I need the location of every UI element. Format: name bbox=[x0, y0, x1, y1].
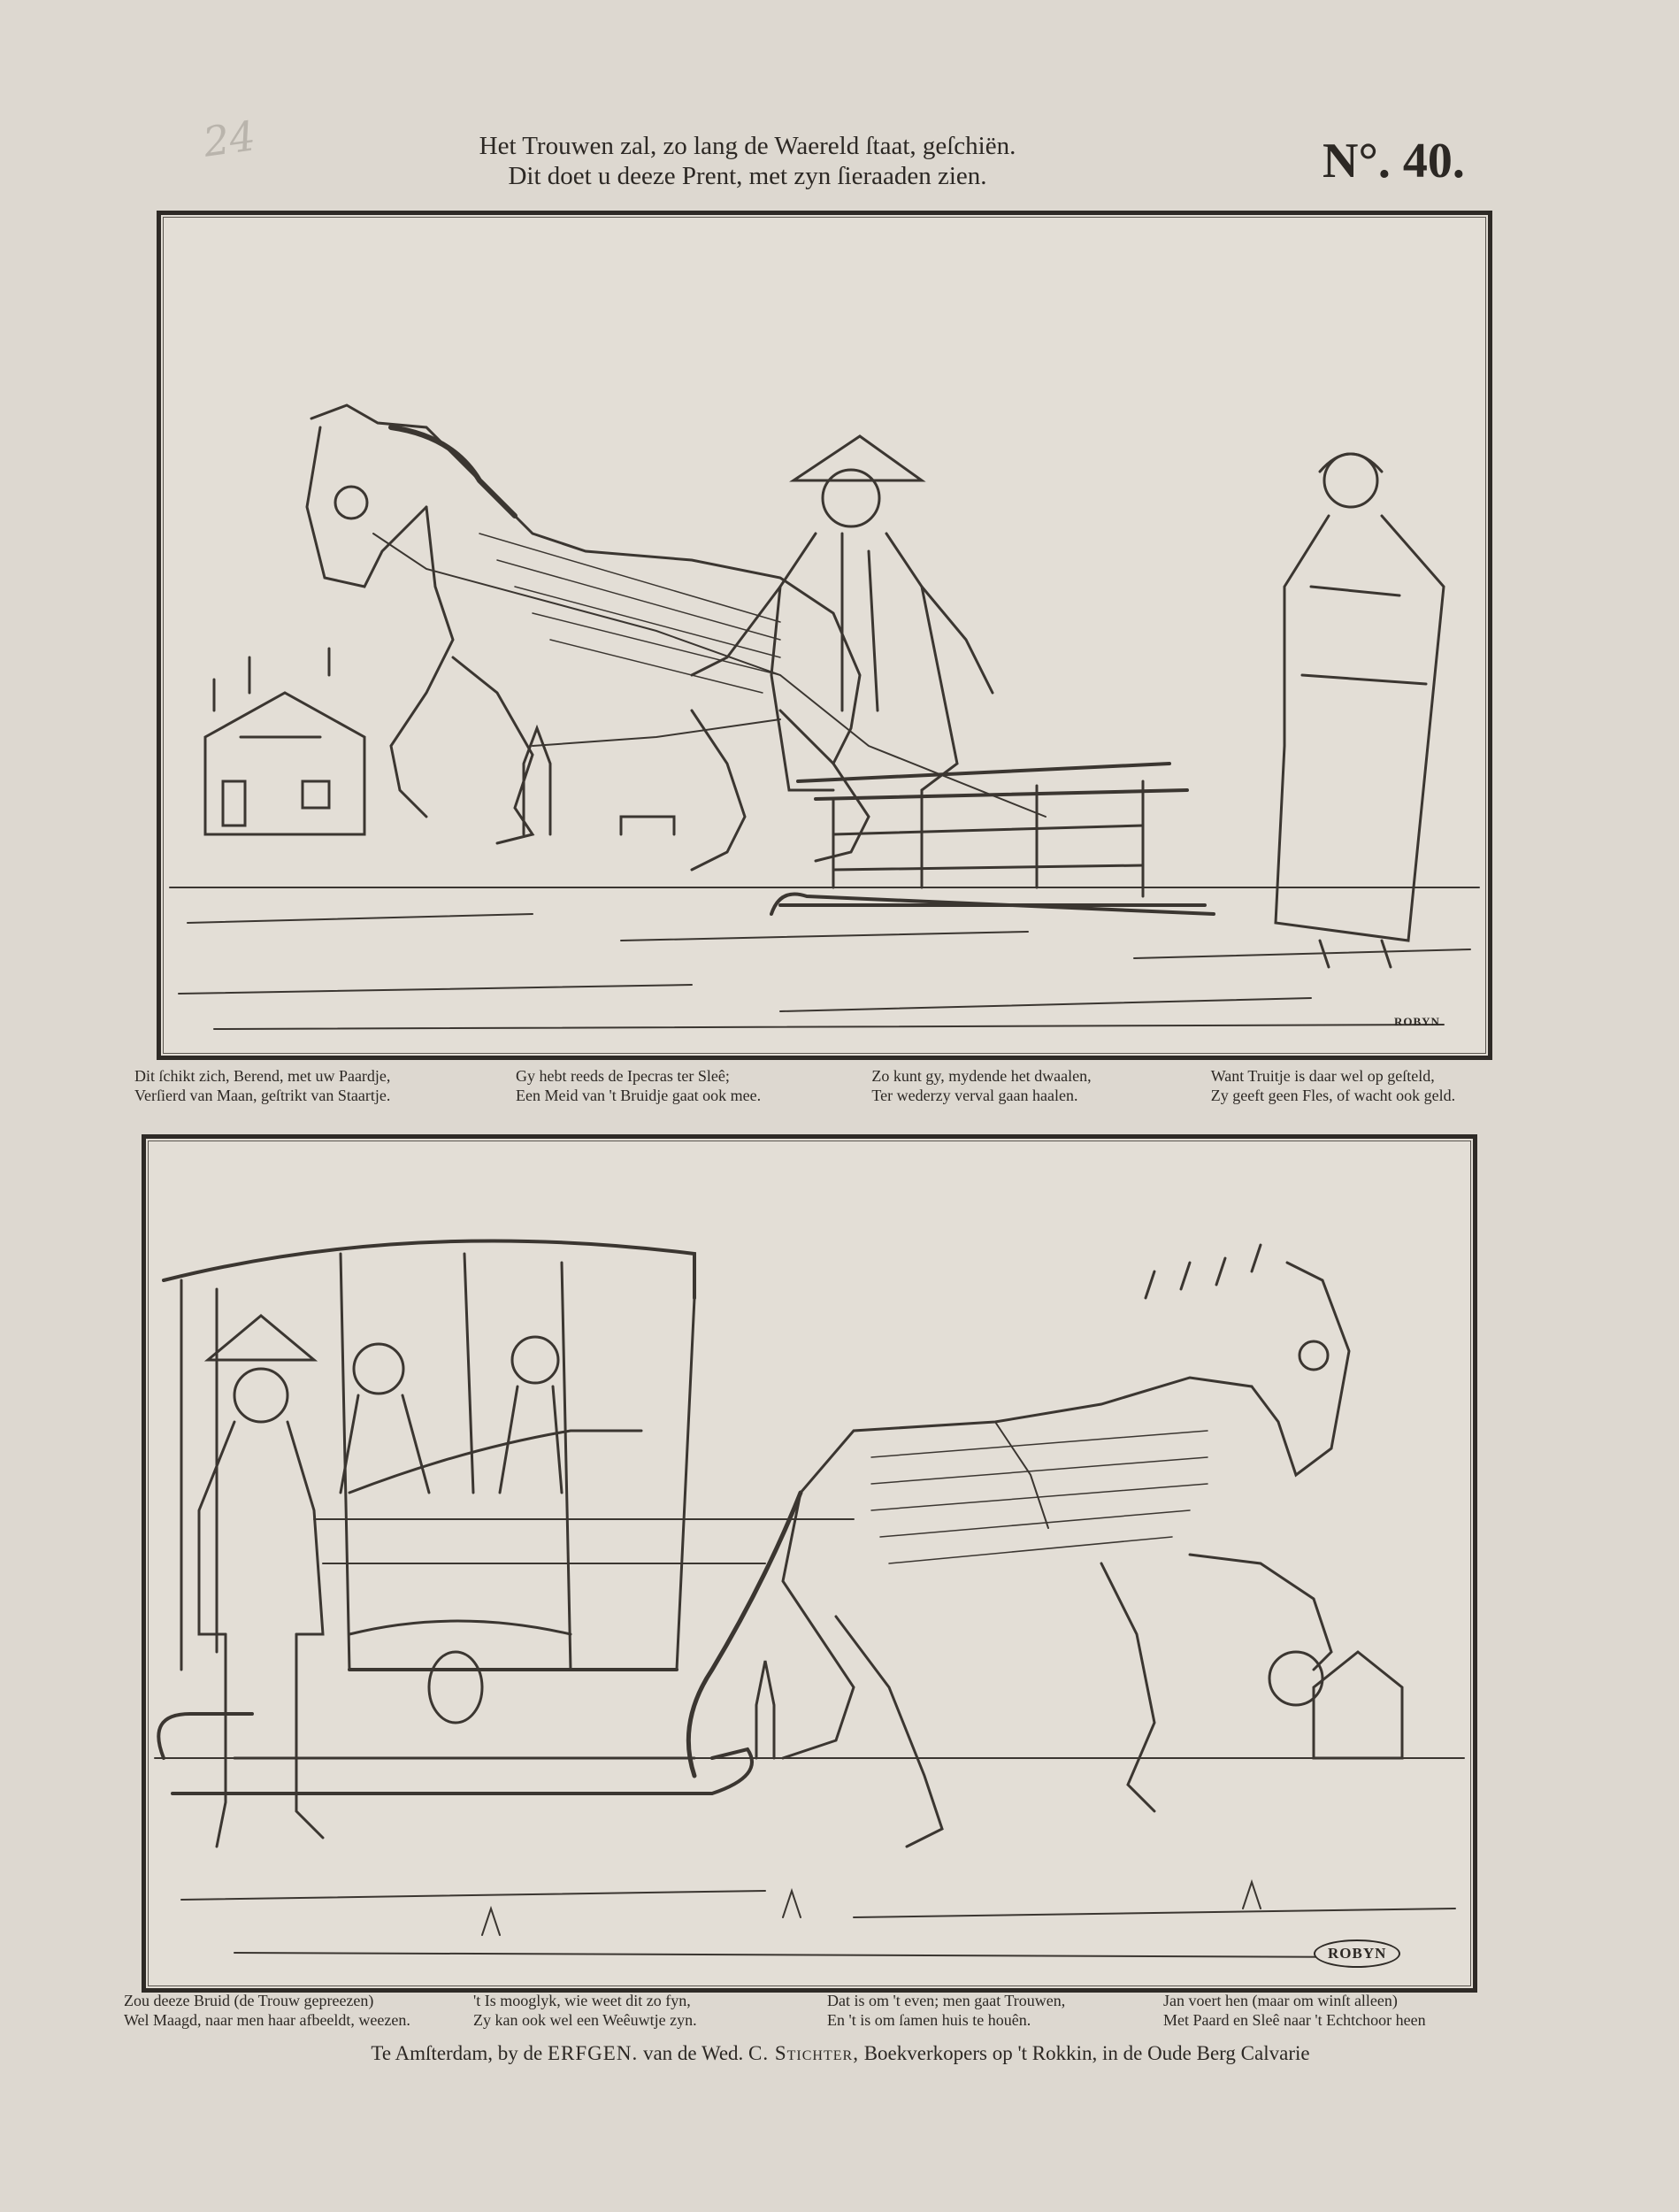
verse-line: En 't is om ſamen huis te houên. bbox=[827, 2011, 1031, 2029]
verse-line: Verſierd van Maan, geſtrikt van Staartje. bbox=[134, 1087, 391, 1104]
verse-line: Wel Maagd, naar men haar afbeeldt, weezen. bbox=[124, 2011, 410, 2029]
artist-signature-top: ROBYN bbox=[1394, 1015, 1440, 1028]
bottom-woodcut bbox=[142, 1134, 1477, 1993]
imprint-heirs: ERFGEN. bbox=[548, 2042, 639, 2064]
verse-2 bbox=[473, 1991, 809, 2030]
verse-line: Met Paard en Sleê naar 't Echtchoor heen bbox=[1163, 2011, 1426, 2029]
imprint-middle: van de Wed. bbox=[642, 2042, 744, 2064]
title-line-1: Het Trouwen zal, zo lang de Waereld ſtaat, geſchiën. bbox=[479, 132, 1016, 160]
sleigh-with-horse-illustration bbox=[161, 215, 1488, 1056]
verse-line: Ter wederzy verval gaan haalen. bbox=[871, 1087, 1078, 1104]
verse-1 bbox=[134, 1066, 480, 1105]
verse-1 bbox=[124, 1991, 456, 2030]
verse-4 bbox=[1163, 1991, 1499, 2030]
top-woodcut bbox=[157, 211, 1492, 1060]
verse-3 bbox=[871, 1066, 1175, 1105]
verse-line: Zou deeze Bruid (de Trouw gepreezen) bbox=[124, 1992, 374, 2009]
verse-line: Dat is om 't even; men gaat Trouwen, bbox=[827, 1992, 1066, 2009]
verse-line: Jan voert hen (maar om winſt alleen) bbox=[1163, 1992, 1398, 2009]
artist-signature-bottom: ROBYN bbox=[1314, 1939, 1400, 1968]
verse-line: Zy kan ook wel een Weêuwtje zyn. bbox=[473, 2011, 697, 2029]
top-verses bbox=[134, 1066, 1514, 1105]
sheet-number: N°. 40. bbox=[1322, 134, 1465, 188]
imprint-suffix: Boekverkopers op 't Rokkin, in de Oude Berg Calvarie bbox=[863, 2042, 1310, 2064]
verse-line: Dit ſchikt zich, Berend, met uw Paardje, bbox=[134, 1067, 391, 1085]
verse-3 bbox=[827, 1991, 1146, 2030]
verse-4 bbox=[1211, 1066, 1514, 1105]
verse-2 bbox=[516, 1066, 836, 1105]
imprint-publisher: C. Stichter, bbox=[748, 2042, 859, 2064]
imprint-prefix: Te Amſterdam, by de bbox=[371, 2042, 543, 2064]
verse-line: Zy geeft geen Fles, of wacht ook geld. bbox=[1210, 1087, 1456, 1104]
verse-line: Zo kunt gy, mydende het dwaalen, bbox=[871, 1067, 1092, 1085]
coach-sleigh-illustration bbox=[146, 1139, 1473, 1988]
verse-line: 't Is mooglyk, wie weet dit zo fyn, bbox=[473, 1992, 691, 2009]
sheet-title bbox=[265, 131, 1230, 191]
pencil-note: 24 bbox=[200, 111, 259, 166]
publisher-imprint bbox=[177, 2042, 1504, 2065]
bottom-verses bbox=[124, 1991, 1504, 2030]
verse-line: Een Meid van 't Bruidje gaat ook mee. bbox=[516, 1087, 762, 1104]
verse-line: Gy hebt reeds de Ipecras ter Sleê; bbox=[516, 1067, 730, 1085]
verse-line: Want Truitje is daar wel op geſteld, bbox=[1210, 1067, 1435, 1085]
title-line-2: Dit doet u deeze Prent, met zyn ſieraaden zien. bbox=[508, 162, 987, 190]
